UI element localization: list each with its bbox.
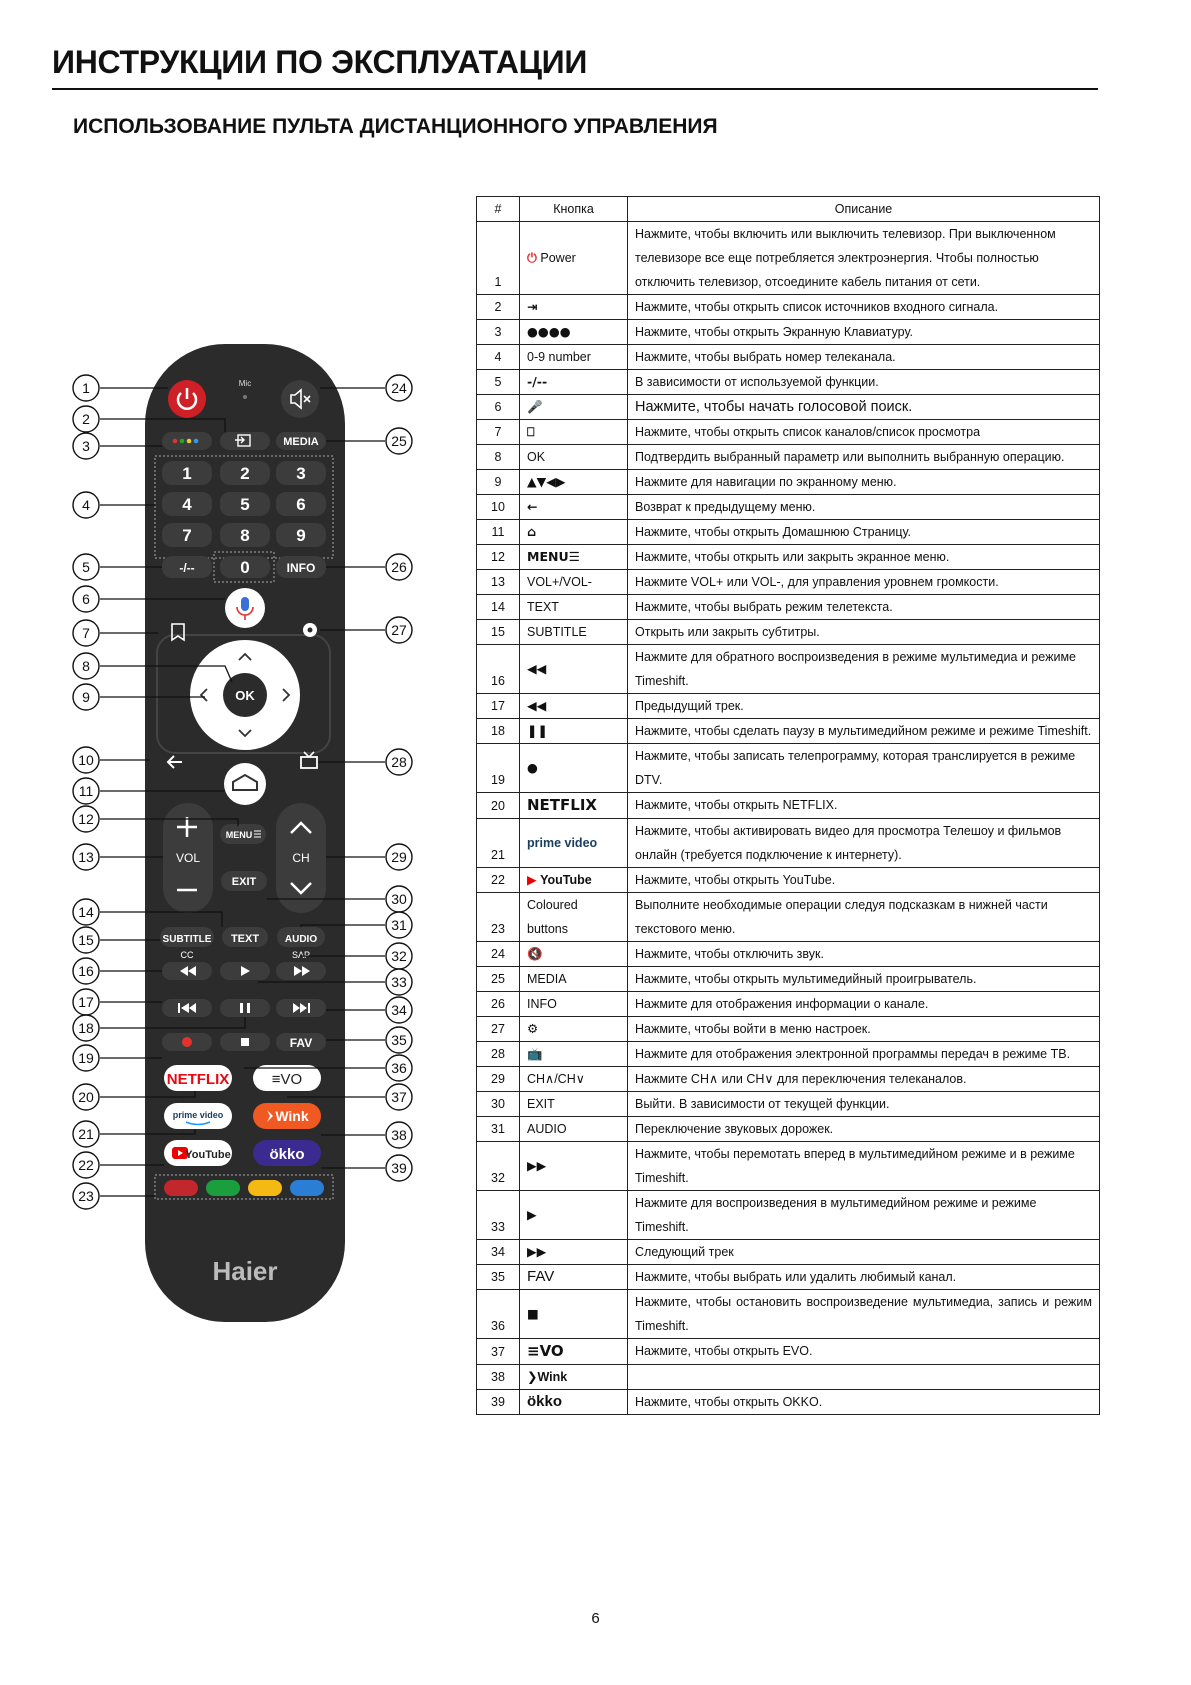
wink-arrow-icon: ❯ — [527, 1369, 538, 1384]
svg-text:9: 9 — [296, 526, 306, 545]
svg-text:SAP: SAP — [291, 950, 311, 960]
svg-text:0: 0 — [240, 558, 250, 577]
svg-text:6: 6 — [82, 591, 90, 607]
table-row: 26 INFO Нажмите для отображения информации о канале. — [477, 992, 1100, 1017]
table-row: 4 0-9 number Нажмите, чтобы выбрать номер телеканала. — [477, 345, 1100, 370]
table-row: 13 VOL+/VOL- Нажмите VOL+ или VOL-, для управления уровнем громкости. — [477, 570, 1100, 595]
svg-text:MENU: MENU — [225, 830, 253, 840]
svg-text:5: 5 — [240, 495, 250, 514]
svg-text:AUDIO: AUDIO — [284, 934, 318, 945]
svg-text:SUBTITLE: SUBTITLE — [162, 934, 212, 945]
table-row: 2 ⇥ Нажмите, чтобы открыть список источников входного сигнала. — [477, 295, 1100, 320]
home-icon: ⌂ — [527, 524, 536, 539]
svg-text:31: 31 — [391, 917, 407, 933]
svg-text:34: 34 — [391, 1002, 407, 1018]
table-row: 34 ▶▶ Следующий трек — [477, 1240, 1100, 1265]
mute-button — [281, 380, 319, 418]
rewind-icon: ◀◀ — [527, 661, 547, 676]
svg-text:33: 33 — [391, 974, 407, 990]
table-row: 7 ⎕ Нажмите, чтобы открыть список каналов/список просмотра — [477, 420, 1100, 445]
table-row: 38 ❯Wink — [477, 1365, 1100, 1390]
bookmark-icon: ⎕ — [527, 424, 535, 439]
youtube-play-icon: ▶ — [527, 873, 537, 887]
page-number: 6 — [591, 1610, 600, 1627]
table-row: 24 🔇 Нажмите, чтобы отключить звук. — [477, 942, 1100, 967]
section-title: ИСПОЛЬЗОВАНИЕ ПУЛЬТА ДИСТАНЦИОННОГО УПРАВЛЕНИЯ — [73, 115, 718, 138]
svg-text:≡VO: ≡VO — [271, 1071, 303, 1088]
table-row: 14 TEXT Нажмите, чтобы выбрать режим телетекста. — [477, 595, 1100, 620]
prime-video-logo: prime video — [527, 836, 598, 850]
svg-text:Wink: Wink — [275, 1108, 309, 1124]
svg-text:4: 4 — [182, 495, 192, 514]
svg-text:4: 4 — [82, 497, 90, 513]
svg-text:3: 3 — [296, 464, 306, 483]
table-row: 32 ▶▶ Нажмите, чтобы перемотать вперед в мультимедийном режиме и в режиме Timeshift. — [477, 1142, 1100, 1191]
table-row: 27 ⚙ Нажмите, чтобы войти в меню настроек. — [477, 1017, 1100, 1042]
table-row: 25 MEDIA Нажмите, чтобы открыть мультимедийный проигрыватель. — [477, 967, 1100, 992]
table-row: 29 CH∧/CH∨ Нажмите CH∧ или CH∨ для переключения телеканалов. — [477, 1067, 1100, 1092]
svg-text:15: 15 — [78, 932, 94, 948]
table-row: 19 ● Нажмите, чтобы записать телепрограмму, которая транслируется в режиме DTV. — [477, 744, 1100, 793]
table-row: 33 ▶ Нажмите для воспроизведения в мультимедийном режиме и режиме Timeshift. — [477, 1191, 1100, 1240]
play-icon: ▶ — [527, 1207, 537, 1222]
title-divider — [52, 88, 1098, 90]
svg-text:CH: CH — [292, 851, 310, 865]
arrow-keys-icon: ▲▼◀▶ — [527, 474, 566, 489]
svg-text:FAV: FAV — [289, 1036, 313, 1050]
svg-text:21: 21 — [78, 1126, 94, 1142]
svg-text:36: 36 — [391, 1060, 407, 1076]
stop-icon: ■ — [527, 1306, 539, 1321]
table-row: 21 prime video Нажмите, чтобы активировать видео для просмотра Телешоу и фильмов онлайн (требуется подключение к интернету). — [477, 819, 1100, 868]
power-icon: ⏻ — [527, 250, 537, 265]
table-row: 11 ⌂ Нажмите, чтобы открыть Домашнюю Страницу. — [477, 520, 1100, 545]
table-row: 9 ▲▼◀▶ Нажмите для навигации по экранному меню. — [477, 470, 1100, 495]
svg-text:-/--: -/-- — [179, 561, 195, 575]
svg-text:2: 2 — [82, 411, 90, 427]
table-row: 16 ◀◀ Нажмите для обратного воспроизведения в режиме мультимедиа и режиме Timeshift. — [477, 645, 1100, 694]
svg-text:27: 27 — [391, 622, 407, 638]
evo-logo: ≡VO — [527, 1342, 564, 1360]
table-row: 5 -/-- В зависимости от используемой функции. — [477, 370, 1100, 395]
okko-logo: ökko — [527, 1393, 563, 1410]
svg-text:32: 32 — [391, 948, 407, 964]
svg-text:MEDIA: MEDIA — [283, 436, 319, 448]
svg-text:39: 39 — [391, 1160, 407, 1176]
table-row: 39 ökko Нажмите, чтобы открыть OKKO. — [477, 1390, 1100, 1415]
table-row: 18 ❚❚ Нажмите, чтобы сделать паузу в мультимедийном режиме и режиме Timeshift. — [477, 719, 1100, 744]
table-row: 15 SUBTITLE Открыть или закрыть субтитры. — [477, 620, 1100, 645]
svg-text:28: 28 — [391, 754, 407, 770]
table-row: 17 ◀◀ Предыдущий трек. — [477, 694, 1100, 719]
svg-text:12: 12 — [78, 811, 94, 827]
svg-text:EXIT: EXIT — [231, 876, 257, 888]
header-num: # — [477, 197, 520, 222]
svg-text:26: 26 — [391, 559, 407, 575]
record-icon: ● — [527, 760, 538, 775]
button-description-table — [476, 196, 1100, 1415]
table-row: 30 EXIT Выйти. В зависимости от текущей функции. — [477, 1092, 1100, 1117]
svg-text:1: 1 — [82, 380, 90, 396]
svg-text:14: 14 — [78, 904, 94, 920]
svg-text:YouTube: YouTube — [185, 1149, 231, 1161]
svg-text:16: 16 — [78, 963, 94, 979]
gear-icon: ⚙ — [527, 1021, 539, 1036]
table-row: 31 AUDIO Переключение звуковых дорожек. — [477, 1117, 1100, 1142]
svg-text:1: 1 — [182, 464, 192, 483]
svg-text:7: 7 — [82, 625, 90, 641]
header-button: Кнопка — [520, 197, 628, 222]
svg-text:24: 24 — [391, 380, 407, 396]
svg-text:8: 8 — [240, 526, 250, 545]
table-row: 6 🎤 Нажмите, чтобы начать голосовой поиск. — [477, 395, 1100, 420]
wink-logo: Wink — [537, 1370, 568, 1384]
home-button — [224, 763, 266, 805]
svg-text:OK: OK — [235, 688, 255, 703]
svg-text:10: 10 — [78, 752, 94, 768]
header-desc: Описание — [628, 197, 1100, 222]
svg-text:38: 38 — [391, 1127, 407, 1143]
svg-text:2: 2 — [240, 464, 250, 483]
back-arrow-icon: ← — [527, 499, 538, 514]
svg-text:VOL: VOL — [175, 851, 201, 865]
svg-text:19: 19 — [78, 1050, 94, 1066]
fast-forward-icon: ▶▶ — [527, 1158, 547, 1173]
table-row: 22 ▶ YouTube Нажмите, чтобы открыть YouTube. — [477, 868, 1100, 893]
table-row: 20 NETFLIX Нажмите, чтобы открыть NETFLIX. — [477, 793, 1100, 819]
mic-label: Mic — [238, 379, 252, 388]
svg-text:CC: CC — [180, 950, 194, 960]
table-row: 8 OK Подтвердить выбранный параметр или выполнить выбранную операцию. — [477, 445, 1100, 470]
microphone-icon: 🎤 — [527, 399, 543, 414]
table-row: 35 FAV Нажмите, чтобы выбрать или удалить любимый канал. — [477, 1265, 1100, 1290]
svg-text:20: 20 — [78, 1089, 94, 1105]
brand-logo: Haier — [212, 1256, 278, 1286]
table-row: 12 MENU☰ Нажмите, чтобы открыть или закрыть экранное меню. — [477, 545, 1100, 570]
previous-track-icon: ◀◀ — [527, 698, 547, 713]
table-row: 10 ← Возврат к предыдущему меню. — [477, 495, 1100, 520]
table-row: 1 ⏻ Power Нажмите, чтобы включить или выключить телевизор. При выключенном телевизоре все еще потребляется электроэнергия. Чтобы полностью отключить телевизор, отсоедините кабель питания от сети. — [477, 222, 1100, 295]
table-row: 23 Coloured buttons Выполните необходимые операции следуя подсказкам в нижней части текстового меню. — [477, 893, 1100, 942]
svg-text:37: 37 — [391, 1089, 407, 1105]
svg-text:25: 25 — [391, 433, 407, 449]
svg-text:3: 3 — [82, 438, 90, 454]
pause-icon: ❚❚ — [527, 723, 548, 738]
svg-text:NETFLIX: NETFLIX — [166, 1071, 230, 1088]
mute-icon: 🔇 — [527, 946, 543, 961]
next-track-icon: ▶▶ — [527, 1244, 547, 1259]
svg-text:29: 29 — [391, 849, 407, 865]
svg-text:ökko: ökko — [269, 1146, 305, 1163]
svg-text:7: 7 — [182, 526, 192, 545]
keyboard-dots-icon: ●●●● — [527, 324, 571, 339]
youtube-logo: YouTube — [540, 873, 592, 887]
table-row: 28 📺 Нажмите для отображения электронной программы передач в режиме ТВ. — [477, 1042, 1100, 1067]
remote-illustration — [60, 320, 440, 1350]
input-source-icon: ⇥ — [527, 299, 538, 314]
page-title: ИНСТРУКЦИИ ПО ЭКСПЛУАТАЦИИ — [52, 44, 588, 80]
svg-text:TEXT: TEXT — [230, 933, 260, 945]
svg-text:5: 5 — [82, 559, 90, 575]
svg-text:30: 30 — [391, 891, 407, 907]
svg-text:8: 8 — [82, 658, 90, 674]
svg-text:35: 35 — [391, 1032, 407, 1048]
table-row: 3 ●●●● Нажмите, чтобы открыть Экранную Клавиатуру. — [477, 320, 1100, 345]
svg-text:17: 17 — [78, 994, 94, 1010]
svg-text:22: 22 — [78, 1157, 94, 1173]
svg-text:13: 13 — [78, 849, 94, 865]
svg-text:prime video: prime video — [172, 1110, 224, 1120]
svg-text:6: 6 — [296, 495, 306, 514]
netflix-logo: NETFLIX — [527, 796, 597, 814]
table-header-row — [477, 197, 1100, 222]
table-row: 36 ■ Нажмите, чтобы остановить воспроизведение мультимедиа, запись и режим Timeshift. — [477, 1290, 1100, 1339]
svg-text:18: 18 — [78, 1020, 94, 1036]
table-row: 37 ≡VO Нажмите, чтобы открыть EVO. — [477, 1339, 1100, 1365]
svg-text:INFO: INFO — [286, 561, 316, 575]
svg-text:11: 11 — [78, 783, 94, 799]
svg-text:23: 23 — [78, 1188, 94, 1204]
tv-guide-icon: 📺 — [527, 1046, 543, 1061]
svg-text:9: 9 — [82, 689, 90, 705]
